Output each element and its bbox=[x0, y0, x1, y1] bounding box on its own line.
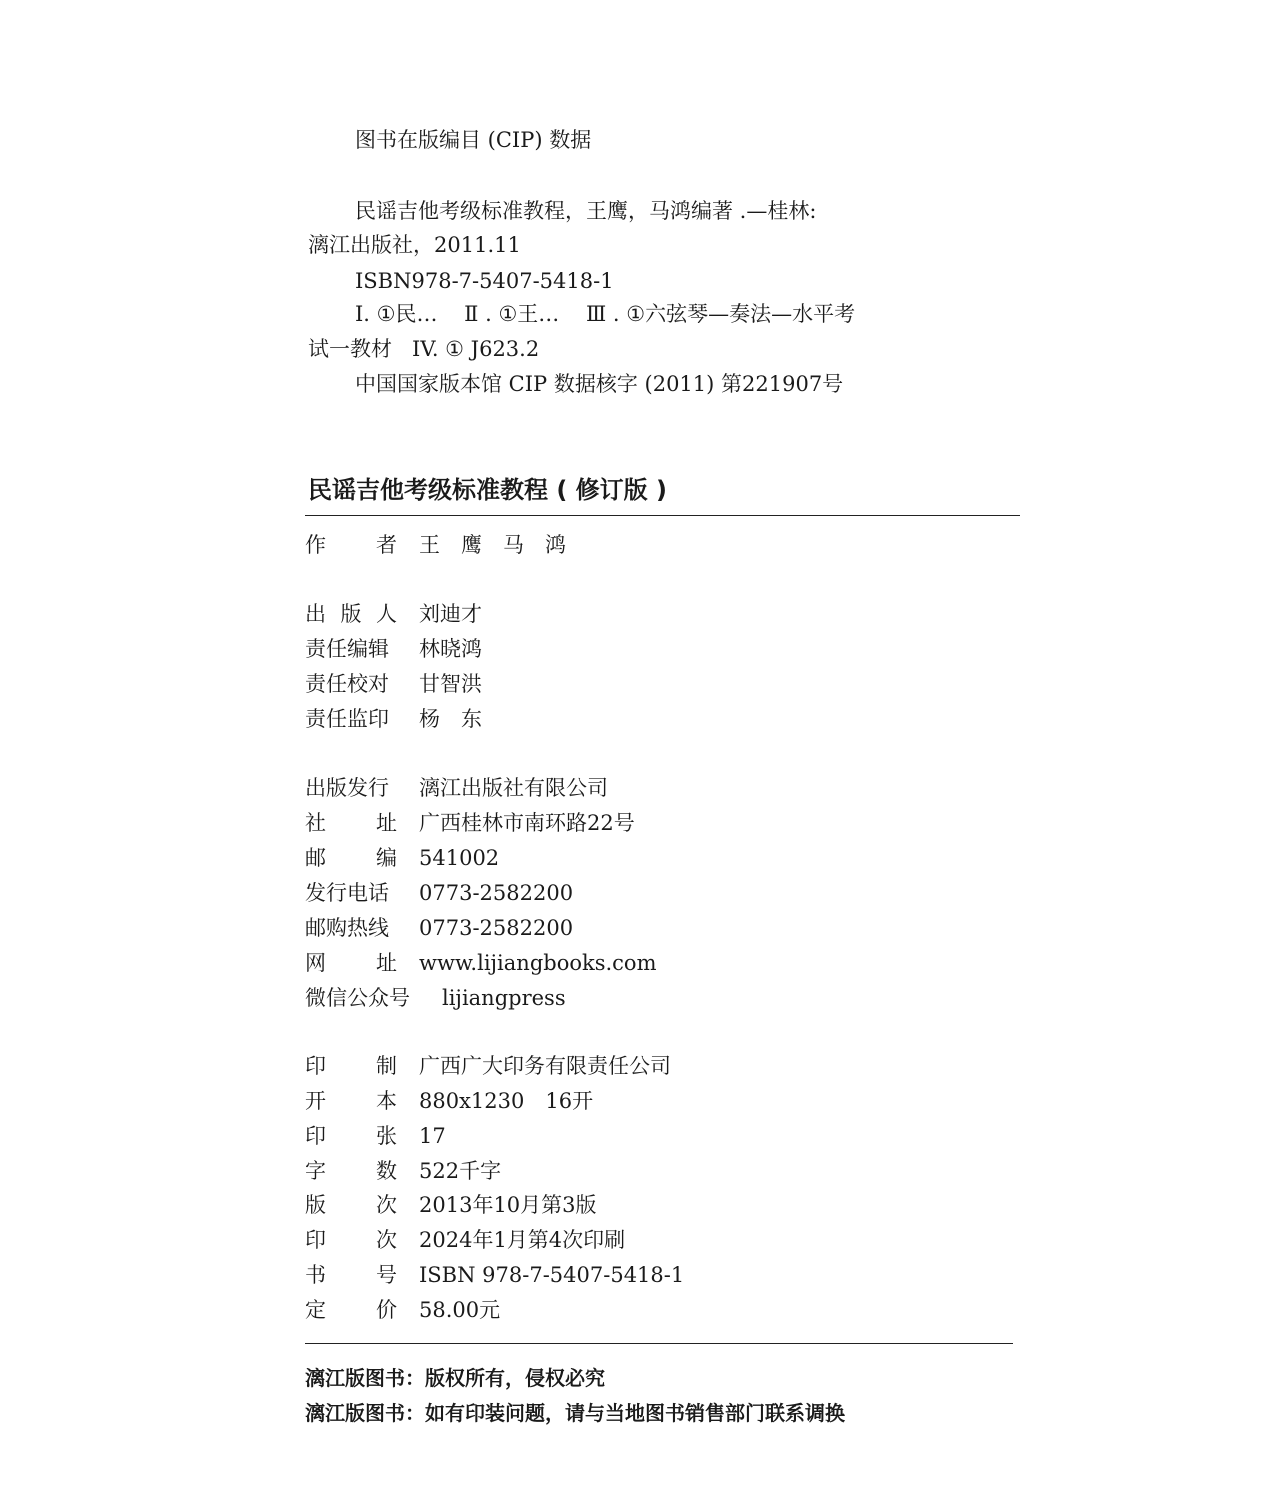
printing-value: 522千字 bbox=[419, 1159, 502, 1183]
cip-record-number: 中国国家版本馆 CIP 数据核字 (2011) 第221907号 bbox=[355, 372, 844, 396]
printing-label: 开 本 bbox=[305, 1089, 397, 1113]
publisher-value: 541002 bbox=[419, 846, 500, 870]
publisher-label: 邮 编 bbox=[305, 846, 397, 870]
publisher-label: 发行电话 bbox=[305, 881, 389, 905]
website-value: www.lijiangbooks.com bbox=[419, 951, 657, 975]
publisher-label: 社 址 bbox=[305, 811, 397, 835]
publisher-value: 0773-2582200 bbox=[419, 916, 574, 940]
publisher-label: 网 址 bbox=[305, 951, 397, 975]
printing-label: 印 张 bbox=[305, 1124, 397, 1148]
author-value: 王 鹰 马 鸿 bbox=[419, 533, 566, 557]
printing-value: 880x1230 16开 bbox=[419, 1089, 594, 1113]
printing-label: 印 次 bbox=[305, 1228, 397, 1252]
cip-line: 漓江出版社，2011.11 bbox=[308, 233, 521, 257]
credit-label: 责任监印 bbox=[305, 707, 389, 731]
publisher-value: 0773-2582200 bbox=[419, 881, 574, 905]
credit-label: 出 版 人 bbox=[305, 602, 397, 626]
credit-value: 刘迪才 bbox=[419, 602, 482, 626]
printing-label: 印 制 bbox=[305, 1054, 397, 1078]
footer-divider bbox=[305, 1343, 1013, 1344]
publisher-value: 广西桂林市南环路22号 bbox=[419, 811, 635, 835]
copyright-notice: 漓江版图书：版权所有，侵权必究 bbox=[305, 1366, 605, 1390]
title-divider bbox=[305, 515, 1020, 516]
author-label: 作 者 bbox=[305, 533, 397, 557]
wechat-value: lijiangpress bbox=[442, 986, 566, 1010]
publisher-label: 出版发行 bbox=[305, 776, 389, 800]
printing-value: 广西广大印务有限责任公司 bbox=[419, 1054, 671, 1078]
cip-classification: I. ①民… Ⅱ . ①王… Ⅲ . ①六弦琴—奏法—水平考 bbox=[355, 302, 856, 326]
publisher-label: 微信公众号 bbox=[305, 986, 410, 1010]
printing-value: 2013年10月第3版 bbox=[419, 1193, 597, 1217]
credit-value: 林晓鸿 bbox=[419, 637, 482, 661]
print-quality-notice: 漓江版图书：如有印装问题，请与当地图书销售部门联系调换 bbox=[305, 1401, 845, 1425]
credit-value: 甘智洪 bbox=[419, 672, 482, 696]
printing-label: 定 价 bbox=[305, 1298, 397, 1322]
cip-isbn: ISBN978-7-5407-5418-1 bbox=[355, 269, 614, 293]
price-value: 58.00元 bbox=[419, 1298, 501, 1322]
cip-line: 民谣吉他考级标准教程，王鹰，马鸿编著 .—桂林: bbox=[355, 199, 817, 223]
isbn-value: ISBN 978-7-5407-5418-1 bbox=[419, 1263, 685, 1287]
credit-label: 责任校对 bbox=[305, 672, 389, 696]
publisher-value: 漓江出版社有限公司 bbox=[419, 776, 608, 800]
printing-value: 2024年1月第4次印刷 bbox=[419, 1228, 626, 1252]
cip-classification-cont: 试一教材 IV. ① J623.2 bbox=[308, 337, 540, 361]
publisher-label: 邮购热线 bbox=[305, 916, 389, 940]
book-title: 民谣吉他考级标准教程 ( 修订版 ) bbox=[308, 476, 668, 504]
cip-heading: 图书在版编目 (CIP) 数据 bbox=[355, 128, 592, 152]
printing-label: 书 号 bbox=[305, 1263, 397, 1287]
printing-value: 17 bbox=[419, 1124, 446, 1148]
credit-value: 杨 东 bbox=[419, 707, 482, 731]
printing-label: 字 数 bbox=[305, 1159, 397, 1183]
credit-label: 责任编辑 bbox=[305, 637, 389, 661]
printing-label: 版 次 bbox=[305, 1193, 397, 1217]
